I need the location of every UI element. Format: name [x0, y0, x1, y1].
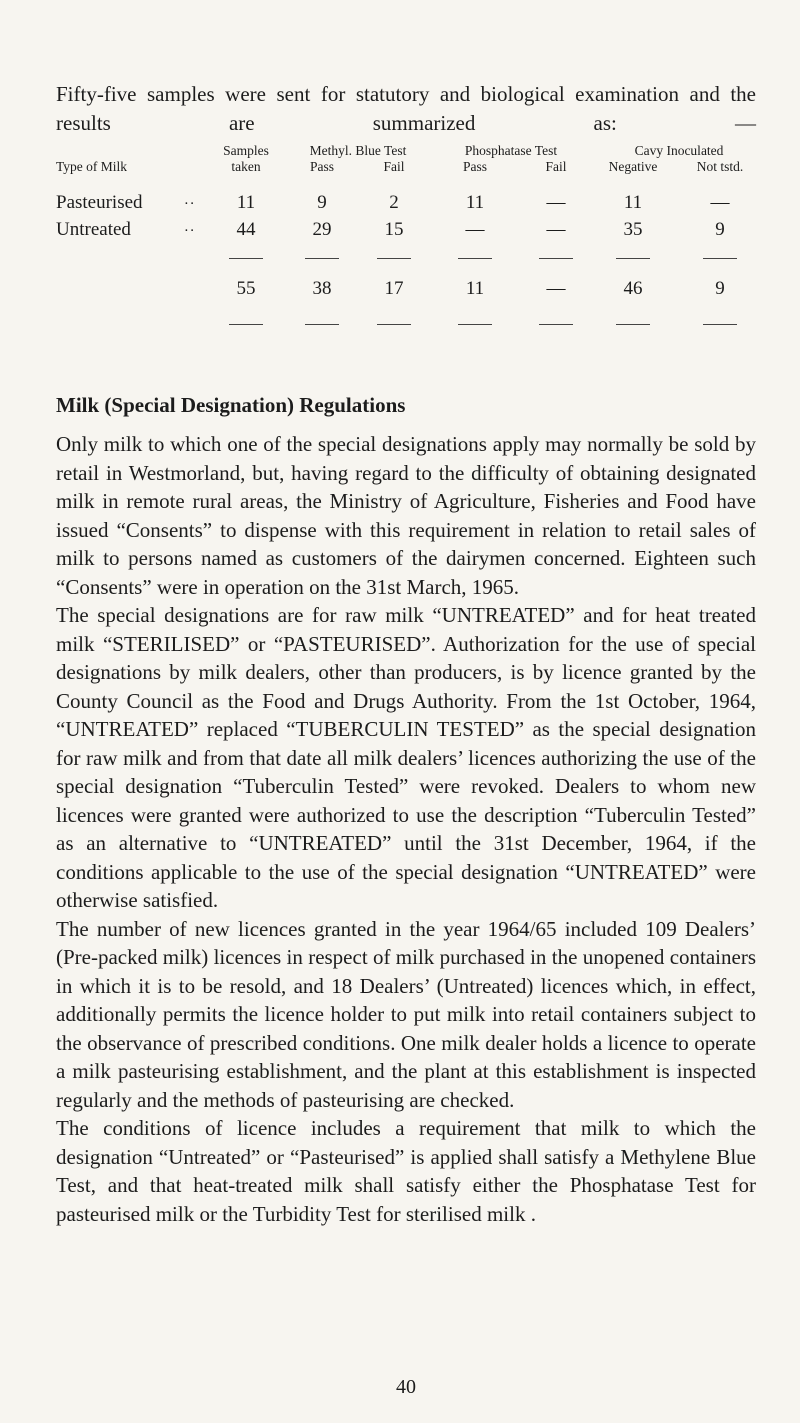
leader-dots: .. [184, 218, 196, 235]
header-cavy-not-tested: Not tstd. [696, 159, 744, 174]
header-samples: Samples [223, 143, 269, 158]
total-cell: — [546, 278, 566, 299]
divider [539, 324, 573, 325]
table-cell: 9 [715, 218, 725, 240]
divider [616, 258, 650, 259]
table-cell: 15 [384, 218, 404, 240]
table-cell: — [546, 191, 566, 213]
section-title: Milk (Special Designation) Regulations [56, 393, 406, 417]
total-cell: 46 [623, 278, 643, 299]
paragraph: The conditions of licence includes a requirement that milk to which the designation “Untreated” or “Pasteurised” is applied shall satisfy a Methylene Blue Test, and that heat-treated milk shall satisfy either the Phosphatase Test for pasteurised milk or the Turbidity Test for sterilised milk . [56, 1116, 756, 1226]
divider [305, 258, 339, 259]
page-number: 40 [396, 1376, 416, 1398]
table-cell: 9 [317, 191, 327, 213]
table-cell: 35 [623, 218, 643, 240]
header-mb-fail: Fail [383, 159, 405, 174]
body-text [56, 430, 756, 1228]
leader-dots: .. [184, 191, 196, 208]
total-cell: 17 [384, 278, 404, 299]
table-cell: 29 [312, 218, 332, 240]
row-label-untreated: Untreated [56, 218, 131, 240]
paragraph: The number of new licences granted in the year 1964/65 included 109 Dealers’ (Pre-packed milk) licences in respect of milk purchased in the unopened containers in which it is to be resold, and 18 Dealers’ (Untreated) licences which, in effect, additionally permits the licence holder to put milk into retail containers subject to the observance of prescribed conditions. One milk dealer holds a licence to operate a milk pasteurising establishment, and the plant at this establishment is inspected regularly and the methods of pasteurising are checked. [56, 916, 756, 1112]
divider [458, 258, 492, 259]
table-cell: 11 [465, 191, 485, 213]
total-cell: 11 [465, 278, 485, 299]
totals-row [56, 265, 766, 309]
divider [703, 324, 737, 325]
header-ph-fail: Fail [545, 159, 567, 174]
divider [305, 324, 339, 325]
divider [703, 258, 737, 259]
rule-row [56, 243, 766, 265]
table-cell: — [710, 191, 730, 213]
table-group-header-row [56, 143, 766, 159]
paragraph: The special designations are for raw milk “UNTREATED” and for heat treated milk “STERILISED” or “PASTEURISED”. Authorization for the use of special designations by milk dealers, other than producers, is by licence granted by the County Council as the Food and Drugs Authority. From the 1st October, 1964, “UNTREATED” replaced “TUBERCULIN TESTED” as the special designation for raw milk and from that date all milk dealers’ licences authorizing the use of the special designation “Tuberculin Tested” were revoked. Dealers to whom new licences were granted were authorized to use the description “Tuberculin Tested” as an alternative to “UNTREATED” until the 31st December, 1964, if the conditions applicable to the use of the special designation “UNTREATED” were otherwise satisfied. [56, 603, 756, 912]
header-phosphatase-test: Phosphatase Test [464, 143, 558, 158]
table-row [56, 216, 766, 243]
intro-paragraph: Fifty-five samples were sent for statutory and biological examination and the results are summarized as: — [56, 82, 756, 135]
paragraph: Only milk to which one of the special designations apply may normally be sold by retail in Westmorland, but, having regard to the difficulty of obtaining designated milk in remote rural areas, the Ministry of Agriculture, Fisheries and Food have issued “Consents” to dispense with this requirement in relation to retail sales of milk to persons named as customers of the dairymen concerned. Eighteen such “Consents” were in operation on the 31st March, 1965. [56, 432, 756, 599]
header-cavy-inoculated: Cavy Inoculated [634, 143, 724, 158]
table-cell: 44 [236, 218, 256, 240]
divider [616, 324, 650, 325]
total-cell: 55 [236, 278, 256, 299]
header-taken: taken [231, 159, 261, 174]
rule-row [56, 309, 766, 331]
divider [377, 258, 411, 259]
header-ph-pass: Pass [462, 159, 487, 174]
table-cell: 2 [389, 191, 399, 213]
table-cell: — [546, 218, 566, 240]
samples-table [56, 143, 766, 331]
header-methyl-blue-test: Methyl. Blue Test [309, 143, 407, 158]
divider [377, 324, 411, 325]
header-cavy-negative: Negative [608, 159, 658, 174]
table-cell: 11 [623, 191, 643, 213]
header-mb-pass: Pass [309, 159, 334, 174]
table-cell: 11 [236, 191, 256, 213]
divider [229, 258, 263, 259]
divider [458, 324, 492, 325]
table-cell: — [465, 218, 485, 240]
divider [539, 258, 573, 259]
table-row [56, 189, 766, 216]
table-sub-header-row [56, 159, 766, 189]
row-label-pasteurised: Pasteurised [56, 191, 143, 213]
total-cell: 9 [715, 278, 725, 299]
total-cell: 38 [312, 278, 332, 299]
header-type-of-milk: Type of Milk [56, 159, 128, 174]
divider [229, 324, 263, 325]
